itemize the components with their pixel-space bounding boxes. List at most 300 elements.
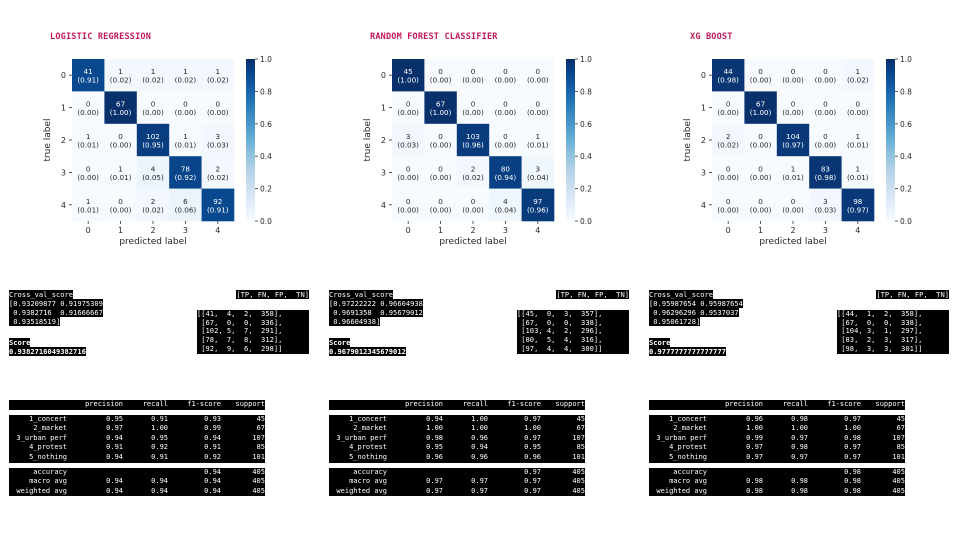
report-cell: 0.97 xyxy=(524,486,541,495)
cell-count-label: 1 xyxy=(855,132,861,141)
cell-fraction-label: (0.00) xyxy=(749,172,772,182)
report-cell: 0.97 xyxy=(524,477,541,486)
x-tick-label: 1 xyxy=(118,226,124,235)
cell-fraction-label: (0.02) xyxy=(142,205,164,215)
report-cell: 0.96 xyxy=(471,433,488,442)
report-cell: 2_market xyxy=(353,424,387,433)
cell-count-label: 1 xyxy=(183,132,188,141)
x-axis-label: predicted label xyxy=(439,237,507,247)
cell-count-label: 97 xyxy=(533,196,543,206)
report-cell: 0.97 xyxy=(524,433,541,442)
report-class-row xyxy=(649,415,905,425)
tp-fn-fp-tn-row: [104, 3, 1, 297], xyxy=(837,327,949,336)
cell-fraction-label: (0.00) xyxy=(462,108,484,118)
colorbar-tick-label: 1.0 xyxy=(260,55,272,64)
cell-fraction-label: (0.01) xyxy=(174,140,197,150)
cell-count-label: 1 xyxy=(118,67,123,77)
report-class-row xyxy=(649,453,905,463)
tp-fn-fp-tn-row: [[41, 4, 2, 358], xyxy=(197,310,309,319)
cell-count-label: 0 xyxy=(85,99,91,109)
x-tick-label: 0 xyxy=(85,226,91,235)
tp-fn-fp-tn-row: [[45, 0, 3, 357], xyxy=(517,310,629,319)
cell-count-label: 2 xyxy=(725,132,731,141)
colorbar-tick-label: 0.2 xyxy=(260,184,272,194)
cell-count-label: 98 xyxy=(853,196,863,206)
cell-fraction-label: (1.00) xyxy=(397,75,420,85)
report-cell: precision xyxy=(405,400,443,408)
cell-fraction-label: (0.00) xyxy=(526,75,549,85)
cell-count-label: 0 xyxy=(790,196,796,206)
report-cell: 0.95 xyxy=(106,414,123,423)
cell-count-label: 0 xyxy=(535,67,541,77)
report-cell: 0.94 xyxy=(204,486,221,495)
report-cell: 85 xyxy=(256,443,265,452)
cell-count-label: 92 xyxy=(213,196,223,206)
cv-values-line: [0.93209877 0.91975309 xyxy=(9,298,103,308)
cell-fraction-label: (1.00) xyxy=(109,108,132,118)
y-tick-label: 1 xyxy=(60,103,66,113)
panel-logistic-regression xyxy=(0,0,320,540)
report-cell: 107 xyxy=(572,433,585,442)
colorbar-tick-label: 0.2 xyxy=(900,184,912,194)
report-cell: recall xyxy=(142,400,168,408)
y-tick-label: 1 xyxy=(380,103,386,113)
report-cell: 0.98 xyxy=(844,477,861,486)
report-cell: 0.97 xyxy=(746,443,763,452)
y-tick-label: 2 xyxy=(700,136,706,145)
report-cell: 45 xyxy=(256,414,265,423)
colorbar-tick-label: 0.4 xyxy=(900,152,912,162)
cell-count-label: 67 xyxy=(436,99,446,109)
cell-fraction-label: (1.00) xyxy=(749,108,772,118)
colorbar-tick-label: 0.8 xyxy=(580,87,592,97)
cell-count-label: 0 xyxy=(758,164,763,174)
cell-count-label: 0 xyxy=(725,164,731,174)
colorbar-tick-label: 0.8 xyxy=(900,87,912,97)
report-cell: 1.00 xyxy=(471,414,488,423)
cell-fraction-label: (0.00) xyxy=(206,108,229,118)
cell-count-label: 78 xyxy=(180,164,190,174)
cell-fraction-label: (0.00) xyxy=(109,140,132,150)
report-cell: 0.99 xyxy=(746,433,763,442)
cell-count-label: 0 xyxy=(150,99,156,109)
cell-count-label: 4 xyxy=(503,196,508,206)
score-value: 0.9777777777777777 xyxy=(649,346,726,356)
report-summary-row xyxy=(9,487,265,497)
report-cell: 0.98 xyxy=(791,477,808,486)
colorbar-tick-label: 0.4 xyxy=(260,152,272,162)
report-cell: 0.94 xyxy=(106,452,123,461)
report-cell: 3_urban perf xyxy=(16,433,67,442)
cell-count-label: 3 xyxy=(823,196,828,206)
report-cell: 1_concert xyxy=(349,414,387,423)
report-cell: 0.94 xyxy=(204,433,221,442)
report-cell: f1-score xyxy=(187,400,221,408)
cell-count-label: 1 xyxy=(215,67,221,77)
cell-fraction-label: (0.04) xyxy=(494,205,517,215)
x-tick-label: 3 xyxy=(502,226,508,235)
report-cell: 0.94 xyxy=(151,477,168,486)
cell-count-label: 0 xyxy=(405,99,411,109)
report-cell: 0.98 xyxy=(844,433,861,442)
cross-val-block xyxy=(9,291,309,361)
cross-val-block xyxy=(649,291,949,361)
report-cell: 0.94 xyxy=(106,486,123,495)
cell-count-label: 0 xyxy=(823,99,828,109)
classification-report xyxy=(329,400,585,496)
report-cell: 67 xyxy=(576,424,585,433)
colorbar-tick-label: 0.0 xyxy=(580,217,592,226)
cv-label: Cross_val_score xyxy=(649,290,714,299)
cell-count-label: 80 xyxy=(500,164,510,174)
score-value: 0.9679012345679012 xyxy=(329,346,406,356)
colorbar-tick-label: 0.0 xyxy=(900,217,912,226)
report-cell: 0.96 xyxy=(426,452,443,461)
x-tick-label: 3 xyxy=(182,226,188,235)
cell-fraction-label: (0.01) xyxy=(846,140,869,150)
cell-count-label: 0 xyxy=(790,99,796,109)
cell-count-label: 0 xyxy=(438,164,443,174)
cell-fraction-label: (0.02) xyxy=(717,140,740,150)
cell-fraction-label: (0.00) xyxy=(782,75,804,85)
cell-count-label: 2 xyxy=(215,164,221,174)
report-cell: 0.97 xyxy=(106,424,123,433)
report-cell: 0.97 xyxy=(471,477,488,486)
report-cell: 0.96 xyxy=(524,452,541,461)
cv-label: Cross_val_score xyxy=(9,290,74,299)
cell-fraction-label: (0.00) xyxy=(142,108,164,118)
report-cell: 0.94 xyxy=(471,443,488,452)
y-axis-label: true label xyxy=(363,118,373,162)
cell-fraction-label: (0.04) xyxy=(526,172,549,182)
cell-count-label: 1 xyxy=(183,67,188,77)
report-cell: weighted avg xyxy=(16,486,67,495)
report-cell: recall xyxy=(782,400,808,408)
cell-fraction-label: (0.00) xyxy=(429,75,452,85)
confusion-matrix-chart xyxy=(676,52,916,252)
panel-random-forest xyxy=(320,0,640,540)
x-tick-label: 2 xyxy=(470,226,476,235)
cell-count-label: 0 xyxy=(118,132,123,141)
x-tick-label: 2 xyxy=(150,226,156,235)
report-class-row xyxy=(329,424,585,434)
y-tick-label: 4 xyxy=(60,200,66,210)
cell-count-label: 0 xyxy=(215,99,221,109)
report-cell: 0.98 xyxy=(791,486,808,495)
report-cell: 1.00 xyxy=(426,424,443,433)
y-tick-label: 0 xyxy=(700,71,706,81)
cell-count-label: 0 xyxy=(725,196,731,206)
report-cell: 0.94 xyxy=(106,477,123,486)
cell-count-label: 104 xyxy=(786,132,800,141)
x-tick-label: 4 xyxy=(535,226,541,235)
report-cell: 0.92 xyxy=(204,452,221,461)
report-cell: weighted avg xyxy=(336,486,387,495)
report-summary-row xyxy=(329,468,585,478)
cell-fraction-label: (0.96) xyxy=(462,140,484,150)
cell-count-label: 0 xyxy=(855,99,861,109)
colorbar-tick-label: 0.6 xyxy=(900,119,912,129)
report-cell: recall xyxy=(462,400,488,408)
tp-fn-fp-tn-row: [67, 0, 0, 338], xyxy=(837,319,949,328)
report-cell: 0.97 xyxy=(844,414,861,423)
report-cell: 405 xyxy=(892,486,905,495)
report-cell: 67 xyxy=(256,424,265,433)
cell-count-label: 0 xyxy=(535,99,541,109)
tp-fn-fp-tn-row: [[44, 1, 2, 358], xyxy=(837,310,949,319)
tp-fn-fp-tn-row: [102, 5, 7, 291], xyxy=(197,327,309,336)
cv-values-line: [0.95987654 0.95987654 xyxy=(649,298,743,308)
report-cell: 0.97 xyxy=(524,414,541,423)
report-cell: 3_urban perf xyxy=(336,433,387,442)
report-cell: 1_concert xyxy=(669,414,707,423)
cell-fraction-label: (0.02) xyxy=(846,75,869,85)
report-summary-row xyxy=(329,477,585,487)
report-cell: 0.98 xyxy=(746,477,763,486)
report-cell: 405 xyxy=(892,477,905,486)
panel-title: XG BOOST xyxy=(690,32,733,42)
report-cell: 67 xyxy=(896,424,905,433)
tp-fn-fp-tn-row: [83, 2, 3, 317], xyxy=(837,336,949,345)
cell-count-label: 0 xyxy=(85,164,91,174)
cv-values-line: 0.96604938] xyxy=(329,316,381,326)
panel-title: LOGISTIC REGRESSION xyxy=(50,32,152,42)
report-cell: support xyxy=(555,400,585,408)
report-class-row xyxy=(9,415,265,425)
colorbar xyxy=(566,59,575,221)
cell-count-label: 1 xyxy=(85,196,91,206)
cell-fraction-label: (0.00) xyxy=(77,108,100,118)
cell-fraction-label: (0.00) xyxy=(526,108,549,118)
cell-count-label: 67 xyxy=(116,99,126,109)
cell-fraction-label: (0.00) xyxy=(397,108,420,118)
cell-fraction-label: (0.98) xyxy=(814,172,837,182)
cell-count-label: 0 xyxy=(118,196,123,206)
report-cell: 0.98 xyxy=(791,443,808,452)
cell-fraction-label: (0.03) xyxy=(397,140,420,150)
report-summary-row xyxy=(649,468,905,478)
colorbar xyxy=(886,59,895,221)
cell-fraction-label: (0.02) xyxy=(206,172,229,182)
cross-val-block xyxy=(329,291,629,361)
cv-values-line: 0.93518519] xyxy=(9,316,61,326)
report-cell: 0.97 xyxy=(524,467,541,476)
report-cell: 0.96 xyxy=(471,452,488,461)
y-tick-label: 4 xyxy=(700,200,706,210)
report-cell: 107 xyxy=(252,433,265,442)
cell-fraction-label: (0.00) xyxy=(429,172,452,182)
tp-fn-fp-tn-row: [67, 0, 0, 338], xyxy=(517,319,629,328)
cell-count-label: 0 xyxy=(470,67,476,77)
y-tick-label: 3 xyxy=(700,168,706,178)
report-cell: 1.00 xyxy=(524,424,541,433)
cell-count-label: 0 xyxy=(758,67,763,77)
report-cell: 0.94 xyxy=(151,486,168,495)
report-cell: 0.97 xyxy=(426,477,443,486)
cell-fraction-label: (0.00) xyxy=(749,140,772,150)
cell-count-label: 1 xyxy=(855,164,861,174)
report-class-row xyxy=(9,434,265,444)
report-cell: 1.00 xyxy=(844,424,861,433)
tp-fn-fp-tn-row: [103, 4, 2, 296], xyxy=(517,327,629,336)
colorbar-tick-label: 0.2 xyxy=(580,184,592,194)
report-cell: 101 xyxy=(572,452,585,461)
report-cell: 85 xyxy=(896,443,905,452)
score-label: Score xyxy=(9,338,31,348)
tp-fn-fp-tn-header: [TP, FN, FP, TN] xyxy=(556,290,629,299)
y-axis-label: true label xyxy=(43,118,53,162)
report-cell: precision xyxy=(85,400,123,408)
cell-count-label: 0 xyxy=(503,67,508,77)
cell-count-label: 45 xyxy=(403,67,413,77)
report-cell: accuracy xyxy=(33,467,67,476)
cell-fraction-label: (1.00) xyxy=(429,108,452,118)
report-cell: 101 xyxy=(892,452,905,461)
cell-count-label: 41 xyxy=(83,67,93,77)
cell-fraction-label: (0.91) xyxy=(206,205,229,215)
cell-count-label: 0 xyxy=(438,196,443,206)
cell-fraction-label: (0.01) xyxy=(77,205,100,215)
tp-fn-fp-tn-row: [67, 0, 0, 336], xyxy=(197,319,309,328)
tp-fn-fp-tn-row: [92, 9, 6, 298]] xyxy=(197,345,309,354)
report-cell: accuracy xyxy=(673,467,707,476)
tp-fn-fp-tn-row: [80, 5, 4, 316], xyxy=(517,336,629,345)
cell-fraction-label: (0.00) xyxy=(782,205,804,215)
cell-fraction-label: (0.00) xyxy=(814,108,837,118)
cell-fraction-label: (0.00) xyxy=(814,140,837,150)
report-cell: 4_protest xyxy=(29,443,67,452)
cell-count-label: 4 xyxy=(150,164,156,174)
report-cell: 0.91 xyxy=(151,452,168,461)
cell-fraction-label: (0.00) xyxy=(109,205,132,215)
cell-count-label: 0 xyxy=(405,164,411,174)
report-cell: 405 xyxy=(252,477,265,486)
report-cell: 2_market xyxy=(33,424,67,433)
y-tick-label: 0 xyxy=(60,71,66,81)
cell-fraction-label: (0.00) xyxy=(174,108,197,118)
report-cell: support xyxy=(235,400,265,408)
cell-count-label: 1 xyxy=(535,132,541,141)
cell-count-label: 0 xyxy=(503,132,508,141)
report-cell: 0.98 xyxy=(426,433,443,442)
report-cell: 45 xyxy=(576,414,585,423)
y-axis-label: true label xyxy=(683,118,693,162)
colorbar-tick-label: 1.0 xyxy=(580,55,592,64)
cell-fraction-label: (0.00) xyxy=(749,205,772,215)
panel-title: RANDOM FOREST CLASSIFIER xyxy=(370,32,498,42)
report-cell: 405 xyxy=(892,467,905,476)
cell-fraction-label: (0.01) xyxy=(77,140,100,150)
cell-fraction-label: (0.00) xyxy=(749,75,772,85)
report-class-row xyxy=(9,453,265,463)
x-axis-label: predicted label xyxy=(759,237,827,247)
report-cell: 0.94 xyxy=(204,467,221,476)
report-cell: 0.97 xyxy=(791,452,808,461)
cell-fraction-label: (0.92) xyxy=(174,172,197,182)
cell-fraction-label: (0.00) xyxy=(717,172,740,182)
x-tick-label: 3 xyxy=(822,226,828,235)
x-axis-label: predicted label xyxy=(119,237,187,247)
cell-count-label: 2 xyxy=(150,196,156,206)
report-cell: 405 xyxy=(572,467,585,476)
report-cell: 405 xyxy=(252,467,265,476)
colorbar xyxy=(246,59,255,221)
report-cell: 0.91 xyxy=(106,443,123,452)
cell-fraction-label: (0.00) xyxy=(494,108,517,118)
report-class-row xyxy=(329,443,585,453)
cell-fraction-label: (0.02) xyxy=(174,75,197,85)
cell-fraction-label: (0.96) xyxy=(526,205,549,215)
report-cell: 0.97 xyxy=(426,486,443,495)
report-cell: 4_protest xyxy=(669,443,707,452)
cell-fraction-label: (0.00) xyxy=(77,172,100,182)
cell-fraction-label: (0.05) xyxy=(142,172,164,182)
report-cell: 0.92 xyxy=(151,443,168,452)
report-class-row xyxy=(9,443,265,453)
cell-fraction-label: (0.03) xyxy=(206,140,229,150)
cell-count-label: 0 xyxy=(758,196,763,206)
cell-count-label: 0 xyxy=(405,196,411,206)
cell-count-label: 3 xyxy=(405,132,411,141)
cell-count-label: 1 xyxy=(150,67,156,77)
y-tick-label: 1 xyxy=(700,103,706,113)
panel-xg-boost xyxy=(640,0,960,540)
x-tick-label: 2 xyxy=(790,226,796,235)
report-class-row xyxy=(329,434,585,444)
report-cell: 0.99 xyxy=(204,424,221,433)
report-cell: 405 xyxy=(252,486,265,495)
cell-fraction-label: (0.02) xyxy=(142,75,164,85)
cv-values-line: [0.97222222 0.96604938 xyxy=(329,298,423,308)
cv-values-line: 0.96296296 0.9537037 xyxy=(649,307,739,317)
report-cell: 0.94 xyxy=(204,477,221,486)
report-summary-row xyxy=(649,487,905,497)
cell-fraction-label: (0.00) xyxy=(397,172,420,182)
report-cell: 0.91 xyxy=(204,443,221,452)
cell-count-label: 0 xyxy=(438,67,443,77)
report-cell: f1-score xyxy=(827,400,861,408)
cell-fraction-label: (0.95) xyxy=(142,140,164,150)
cell-fraction-label: (0.06) xyxy=(174,205,197,215)
cell-count-label: 3 xyxy=(215,132,221,141)
cell-count-label: 0 xyxy=(790,67,796,77)
y-tick-label: 4 xyxy=(380,200,386,210)
report-class-row xyxy=(329,453,585,463)
cell-count-label: 0 xyxy=(470,196,476,206)
report-cell: 0.94 xyxy=(426,414,443,423)
cell-count-label: 0 xyxy=(183,99,188,109)
report-cell: 45 xyxy=(896,414,905,423)
cell-fraction-label: (0.00) xyxy=(494,75,517,85)
report-cell: 0.97 xyxy=(471,486,488,495)
report-cell: 5_nothing xyxy=(29,452,67,461)
colorbar-tick-label: 0.4 xyxy=(580,152,592,162)
report-cell: 0.98 xyxy=(844,467,861,476)
report-cell: 101 xyxy=(252,452,265,461)
cell-fraction-label: (0.02) xyxy=(462,172,484,182)
colorbar-tick-label: 1.0 xyxy=(900,55,912,64)
report-cell: 1.00 xyxy=(791,424,808,433)
report-cell: 0.98 xyxy=(791,414,808,423)
report-cell: 0.95 xyxy=(151,433,168,442)
score-label: Score xyxy=(649,338,671,348)
cell-count-label: 102 xyxy=(146,132,160,141)
x-tick-label: 4 xyxy=(215,226,221,235)
x-tick-label: 0 xyxy=(725,226,731,235)
cell-count-label: 3 xyxy=(535,164,541,174)
report-cell: 405 xyxy=(572,486,585,495)
report-cell: support xyxy=(875,400,905,408)
